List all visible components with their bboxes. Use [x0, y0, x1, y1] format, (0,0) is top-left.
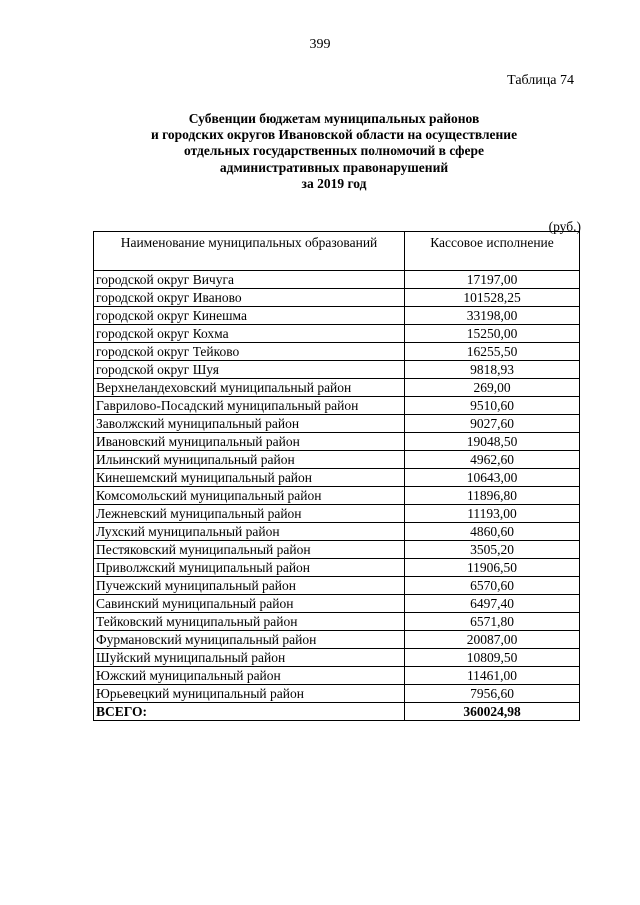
table-row [94, 667, 580, 685]
municipality-name-cell: Верхнеландеховский муниципальный район [94, 379, 405, 397]
table-label: Таблица 74 [507, 73, 574, 88]
execution-amount-cell: 11461,00 [405, 667, 580, 685]
table-row [94, 307, 580, 325]
municipality-name-cell: Савинский муниципальный район [94, 595, 405, 613]
municipality-name-cell: Ильинский муниципальный район [94, 451, 405, 469]
municipality-name-cell: Фурмановский муниципальный район [94, 631, 405, 649]
unit-label: (руб.) [548, 219, 581, 234]
execution-amount-cell: 9027,60 [405, 415, 580, 433]
table-row [94, 685, 580, 703]
column-header-execution: Кассовое исполнение [405, 232, 580, 271]
table-row [94, 361, 580, 379]
execution-amount-cell: 6570,60 [405, 577, 580, 595]
table-row [94, 631, 580, 649]
execution-amount-cell: 4860,60 [405, 523, 580, 541]
total-amount-cell: 360024,98 [405, 703, 580, 721]
municipality-name-cell: Гаврилово-Посадский муниципальный район [94, 397, 405, 415]
table-row [94, 379, 580, 397]
table-row [94, 505, 580, 523]
municipality-name-cell: городской округ Вичуга [94, 271, 405, 289]
execution-amount-cell: 19048,50 [405, 433, 580, 451]
table-row [94, 271, 580, 289]
execution-amount-cell: 269,00 [405, 379, 580, 397]
table-row [94, 343, 580, 361]
execution-amount-cell: 33198,00 [405, 307, 580, 325]
municipality-name-cell: городской округ Тейково [94, 343, 405, 361]
title-line: за 2019 год [301, 175, 367, 191]
document-title [0, 111, 640, 192]
municipality-name-cell: городской округ Шуя [94, 361, 405, 379]
execution-amount-cell: 11193,00 [405, 505, 580, 523]
execution-amount-cell: 11906,50 [405, 559, 580, 577]
execution-amount-cell: 11896,80 [405, 487, 580, 505]
execution-amount-cell: 10809,50 [405, 649, 580, 667]
municipality-name-cell: Пучежский муниципальный район [94, 577, 405, 595]
execution-amount-cell: 4962,60 [405, 451, 580, 469]
title-line: и городских округов Ивановской области на осуществление [150, 127, 518, 143]
table-row [94, 289, 580, 307]
execution-amount-cell: 16255,50 [405, 343, 580, 361]
execution-amount-cell: 6571,80 [405, 613, 580, 631]
table-row [94, 397, 580, 415]
table-row [94, 433, 580, 451]
table-row [94, 415, 580, 433]
execution-amount-cell: 20087,00 [405, 631, 580, 649]
subventions-table [93, 231, 580, 721]
municipality-name-cell: Заволжский муниципальный район [94, 415, 405, 433]
municipality-name-cell: Тейковский муниципальный район [94, 613, 405, 631]
municipality-name-cell: Лежневский муниципальный район [94, 505, 405, 523]
execution-amount-cell: 10643,00 [405, 469, 580, 487]
municipality-name-cell: городской округ Кинешма [94, 307, 405, 325]
execution-amount-cell: 9510,60 [405, 397, 580, 415]
execution-amount-cell: 7956,60 [405, 685, 580, 703]
title-line: административных правонарушений [219, 159, 449, 175]
title-line: Субвенции бюджетам муниципальных районов [188, 111, 480, 126]
table-body [94, 271, 580, 721]
table-row [94, 541, 580, 559]
municipality-name-cell: Приволжский муниципальный район [94, 559, 405, 577]
execution-amount-cell: 6497,40 [405, 595, 580, 613]
table-row [94, 649, 580, 667]
municipality-name-cell: Юрьевецкий муниципальный район [94, 685, 405, 703]
table-row [94, 523, 580, 541]
municipality-name-cell: Комсомольский муниципальный район [94, 487, 405, 505]
table-row [94, 613, 580, 631]
execution-amount-cell: 9818,93 [405, 361, 580, 379]
column-header-municipality: Наименование муниципальных образований [94, 232, 405, 271]
execution-amount-cell: 15250,00 [405, 325, 580, 343]
municipality-name-cell: Лухский муниципальный район [94, 523, 405, 541]
table-row [94, 325, 580, 343]
municipality-name-cell: городской округ Иваново [94, 289, 405, 307]
municipality-name-cell: Кинешемский муниципальный район [94, 469, 405, 487]
total-row [94, 703, 580, 721]
municipality-name-cell: городской округ Кохма [94, 325, 405, 343]
table-row [94, 487, 580, 505]
municipality-name-cell: Пестяковский муниципальный район [94, 541, 405, 559]
title-line: отдельных государственных полномочий в сфере [184, 143, 484, 159]
page-number: 399 [309, 37, 331, 52]
execution-amount-cell: 17197,00 [405, 271, 580, 289]
table-row [94, 469, 580, 487]
municipality-name-cell: Южский муниципальный район [94, 667, 405, 685]
table-row [94, 577, 580, 595]
table-row [94, 595, 580, 613]
table-row [94, 451, 580, 469]
execution-amount-cell: 3505,20 [405, 541, 580, 559]
table-header-row [94, 232, 580, 271]
table-row [94, 559, 580, 577]
municipality-name-cell: Ивановский муниципальный район [94, 433, 405, 451]
execution-amount-cell: 101528,25 [405, 289, 580, 307]
municipality-name-cell: Шуйский муниципальный район [94, 649, 405, 667]
total-label-cell: ВСЕГО: [94, 703, 405, 721]
